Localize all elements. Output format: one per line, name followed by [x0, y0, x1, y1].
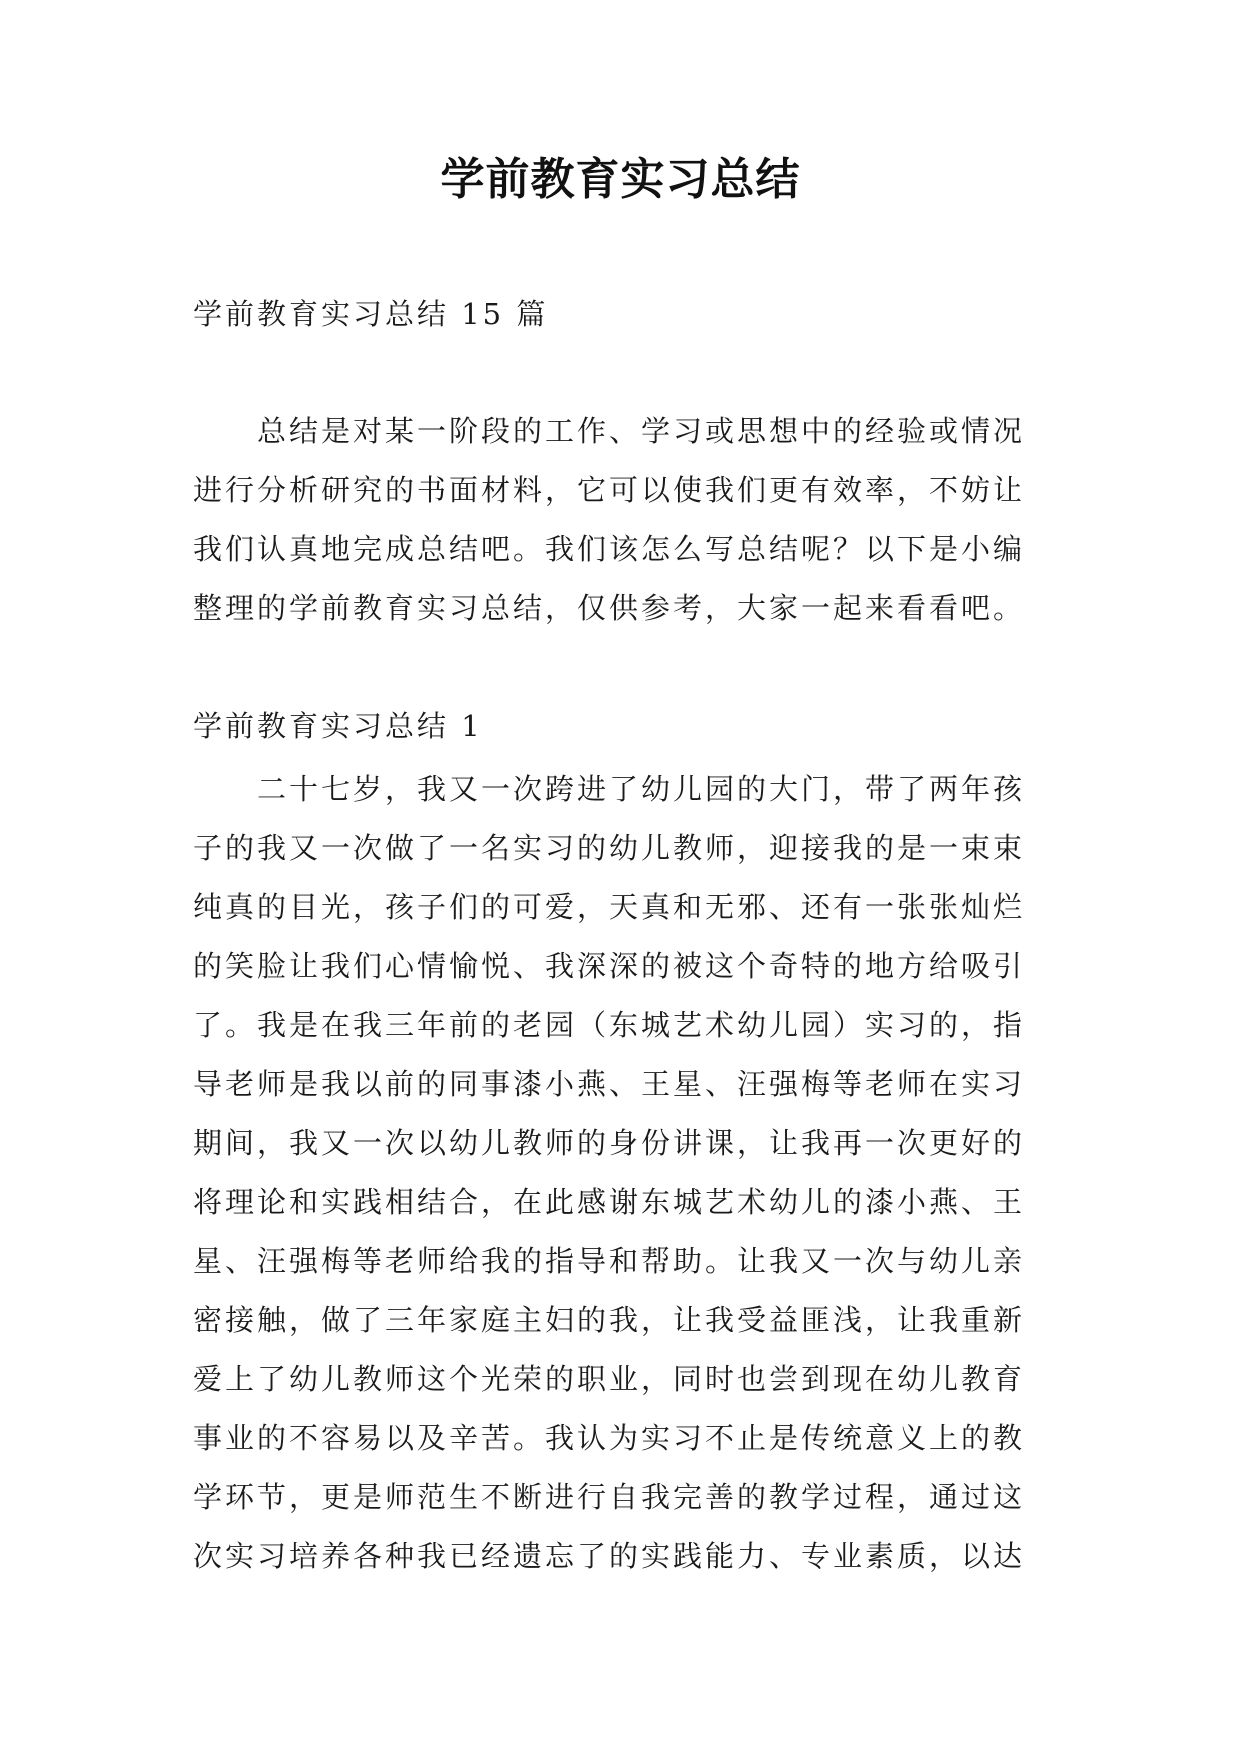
- body-line: 导老师是我以前的同事漆小燕、王星、汪强梅等老师在实习: [193, 1067, 1026, 1101]
- document-subtitle: 学前教育实习总结 15 篇: [193, 297, 549, 331]
- body-line: 学环节，更是师范生不断进行自我完善的教学过程，通过这: [193, 1480, 1026, 1514]
- body-paragraph: [193, 760, 1063, 1586]
- document-title: 学前教育实习总结: [440, 154, 801, 205]
- intro-line: 进行分析研究的书面材料，它可以使我们更有效率，不妨让: [193, 473, 1026, 507]
- body-line: 次实习培养各种我已经遗忘了的实践能力、专业素质，以达: [193, 1539, 1026, 1573]
- intro-line: 整理的学前教育实习总结，仅供参考，大家一起来看看吧。: [193, 591, 1026, 625]
- body-line: 密接触，做了三年家庭主妇的我，让我受益匪浅，让我重新: [193, 1303, 1026, 1337]
- body-line: 了。我是在我三年前的老园（东城艺术幼儿园）实习的，指: [193, 1008, 1026, 1042]
- section-heading: 学前教育实习总结 1: [193, 709, 483, 743]
- body-line: 的笑脸让我们心情愉悦、我深深的被这个奇特的地方给吸引: [193, 949, 1026, 983]
- intro-line: 我们认真地完成总结吧。我们该怎么写总结呢？以下是小编: [193, 532, 1026, 566]
- body-line: 纯真的目光，孩子们的可爱，天真和无邪、还有一张张灿烂: [193, 890, 1026, 924]
- intro-line: 总结是对某一阶段的工作、学习或思想中的经验或情况: [257, 414, 1026, 448]
- body-line: 期间，我又一次以幼儿教师的身份讲课，让我再一次更好的: [193, 1126, 1026, 1160]
- intro-paragraph: [193, 402, 1063, 638]
- body-line: 事业的不容易以及辛苦。我认为实习不止是传统意义上的教: [193, 1421, 1026, 1455]
- body-line: 爱上了幼儿教师这个光荣的职业，同时也尝到现在幼儿教育: [193, 1362, 1026, 1396]
- body-line: 星、汪强梅等老师给我的指导和帮助。让我又一次与幼儿亲: [193, 1244, 1026, 1278]
- body-line: 二十七岁，我又一次跨进了幼儿园的大门，带了两年孩: [257, 772, 1026, 806]
- body-line: 将理论和实践相结合，在此感谢东城艺术幼儿的漆小燕、王: [193, 1185, 1026, 1219]
- body-line: 子的我又一次做了一名实习的幼儿教师，迎接我的是一束束: [193, 831, 1026, 865]
